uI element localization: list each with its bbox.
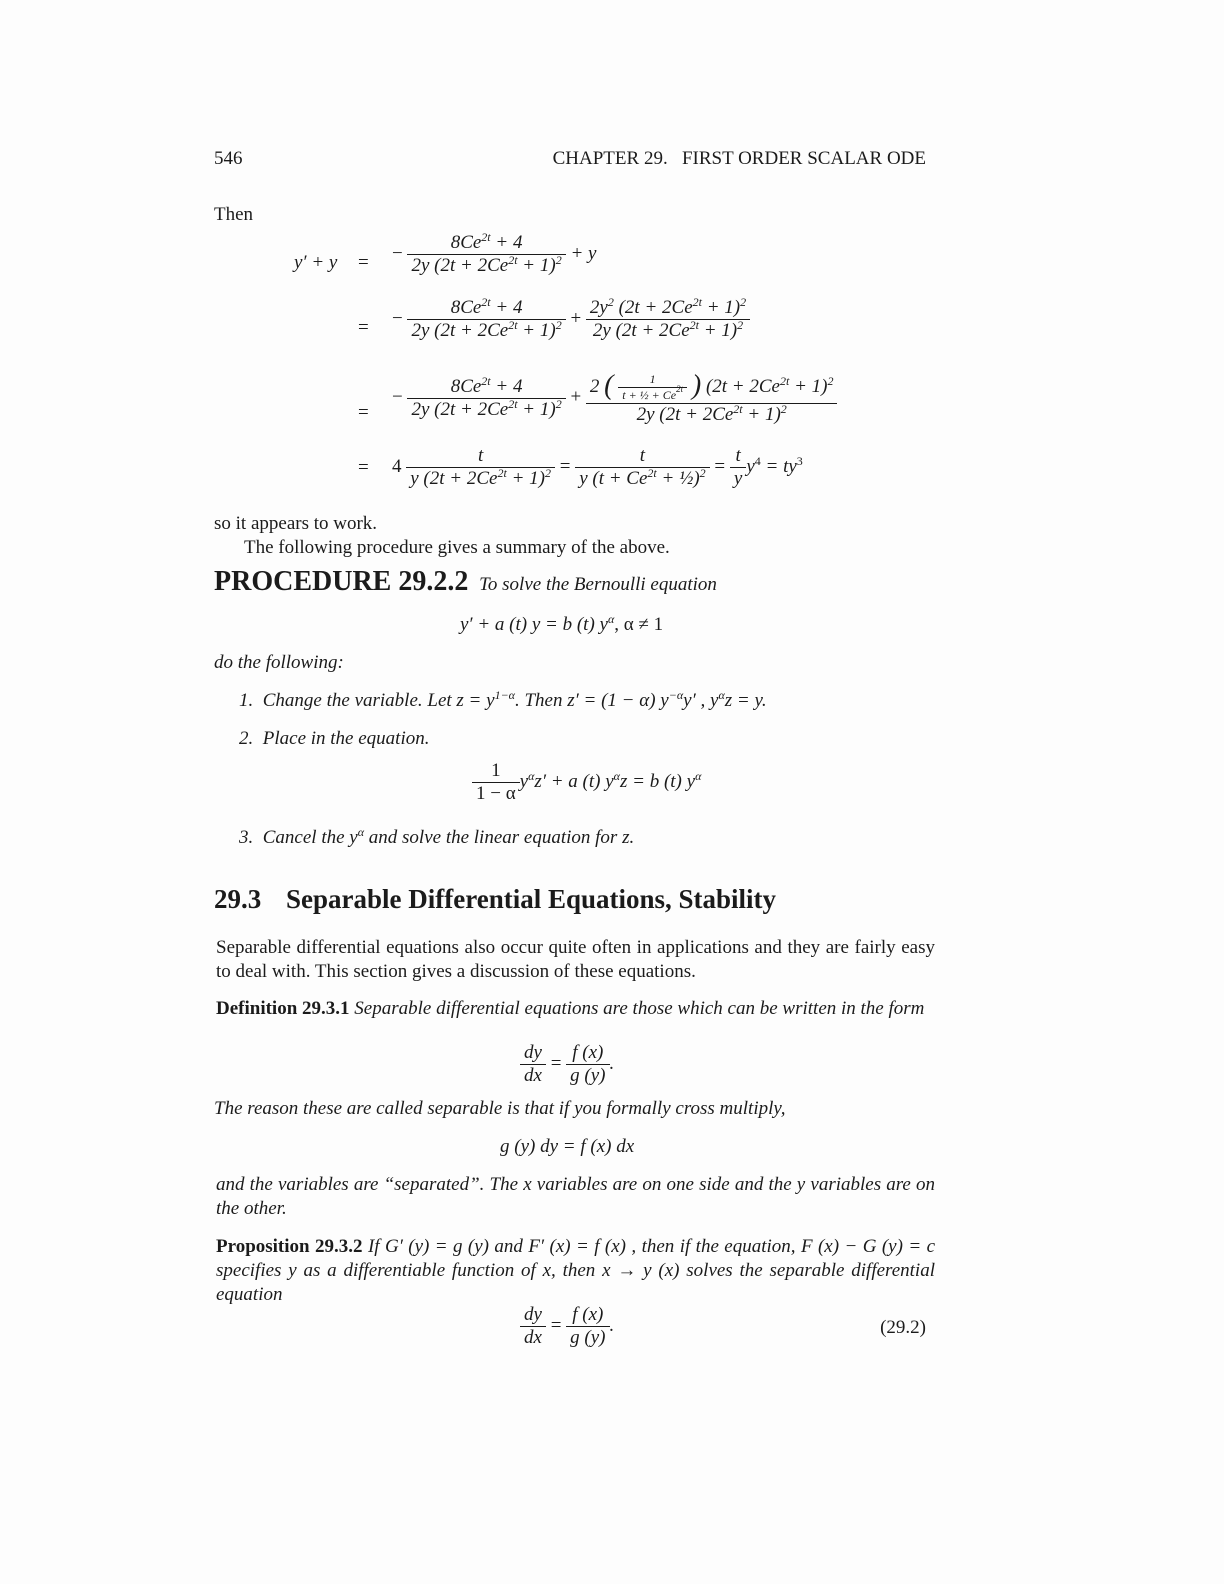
denominator-text: + 1) <box>517 320 556 341</box>
section-intro: Separable differential equations also occur quite often in applications and they are fairly easy to deal with. This section gives a discussion of these equations. <box>216 937 935 982</box>
numerator-text: (2t + 2Ce <box>613 297 693 318</box>
numerator-text: + 4 <box>490 297 523 318</box>
step-text: . Then z′ = (1 − α) y <box>514 690 669 711</box>
fraction <box>730 445 746 490</box>
exponent: 2 <box>607 295 614 309</box>
numerator-text: + 1) <box>701 297 741 318</box>
equation-text: y′ + a (t) y = b (t) y <box>460 614 608 635</box>
separable-form-equation <box>520 1042 614 1087</box>
procedure-heading <box>214 566 717 598</box>
section-number: 29.3 <box>214 884 262 914</box>
separated-text: and the variables are “separated”. The x variables are on one side and the y variables are on the other. <box>216 1174 935 1219</box>
exponent: −α <box>668 688 684 702</box>
bernoulli-equation <box>460 614 663 636</box>
step-number: 1. <box>239 690 254 711</box>
step-text: Cancel the y <box>262 827 358 848</box>
exponent: 2t <box>692 295 702 309</box>
numerator-text: 1 <box>491 760 501 781</box>
equation-text: z = b (t) y <box>619 770 696 792</box>
denominator-text: 2y (2t + 2Ce <box>411 320 509 341</box>
equals-sign: = <box>358 457 369 478</box>
coefficient: 4 <box>392 455 402 477</box>
denominator-text: 1 − α <box>472 782 520 805</box>
proposition-text: If G′ (y) = g (y) and F′ (x) = f (x) , then if the equation, F (x) − G (y) = c specifies y as a differentiable function of x, then x → y (x) solves the separable differential equation <box>216 1236 936 1305</box>
denominator-text: g (y) <box>566 1326 609 1349</box>
step-number: 3. <box>239 827 254 848</box>
cross-multiply-equation: g (y) dy = f (x) dx <box>500 1136 635 1157</box>
numerator-text: t <box>735 445 741 466</box>
step-text: and solve the linear equation for z. <box>364 827 635 848</box>
exponent: α <box>528 768 535 783</box>
separable-equation-292 <box>520 1304 614 1349</box>
exponent: 2 <box>555 396 562 411</box>
paren-open: ( <box>604 370 614 401</box>
minus-sign: − <box>392 386 403 408</box>
reason-text: The reason these are called separable is that if you formally cross multiply, <box>214 1098 786 1119</box>
section-heading <box>214 884 776 915</box>
step-3 <box>239 827 634 849</box>
equals-sign: = <box>358 317 369 338</box>
step-2-equation <box>472 760 701 805</box>
row1-expression <box>392 232 596 277</box>
definition-label: Definition 29.3.1 <box>216 998 350 1019</box>
numerator-text: t <box>477 445 484 466</box>
definition-text: Separable differential equations are those which can be written in the form <box>354 998 925 1019</box>
step-2 <box>239 728 429 750</box>
exponent: 2 <box>740 295 747 309</box>
plus-sign: + <box>570 307 582 329</box>
inner-fraction <box>618 372 687 403</box>
denominator-text: 2y (2t + 2Ce <box>592 320 690 341</box>
exponent: 2t <box>508 396 518 411</box>
numerator-text: (2t + 2Ce <box>705 376 780 397</box>
step-text: z = y. <box>724 690 767 711</box>
fraction <box>520 1304 546 1349</box>
procedure-title: PROCEDURE 29.2.2 <box>214 566 469 597</box>
exponent: 2t <box>647 466 657 480</box>
exponent: 2 <box>827 374 834 388</box>
procedure-subtitle: To solve the Bernoulli equation <box>479 574 717 595</box>
proposition-label: Proposition 29.3.2 <box>216 1236 363 1257</box>
period: . <box>609 1314 615 1336</box>
numerator-text: + 4 <box>490 375 523 397</box>
denominator-text: y (t + Ce <box>579 468 648 489</box>
fraction <box>407 297 565 342</box>
step-text: y′ , y <box>683 690 719 711</box>
numerator-text: t <box>639 445 646 466</box>
paren-close: ) <box>691 370 702 401</box>
denominator-text: 2y (2t + 2Ce <box>411 255 509 276</box>
result-ty3: = ty <box>765 455 797 477</box>
exponent: 2 <box>699 466 706 480</box>
denominator-text: + 1) <box>517 255 556 276</box>
then-text: Then <box>214 204 254 225</box>
exponent: 2t <box>733 402 743 417</box>
step-number: 2. <box>239 728 254 749</box>
running-header: CHAPTER 29. FIRST ORDER SCALAR ODE <box>552 148 926 169</box>
denominator-text: g (y) <box>566 1064 609 1087</box>
do-following: do the following: <box>214 652 344 673</box>
row2-expression <box>392 297 750 342</box>
inner-numerator: 1 <box>649 372 656 387</box>
numerator-text: 8Ce <box>450 297 482 318</box>
exponent: α <box>613 768 620 783</box>
equation-text: z′ + a (t) y <box>534 770 614 792</box>
denominator-text: dx <box>520 1326 546 1349</box>
plus-y: + y <box>570 242 597 264</box>
section-title: Separable Differential Equations, Stability <box>286 884 777 914</box>
works-line: so it appears to work. <box>214 513 378 534</box>
equation-number: (29.2) <box>880 1317 926 1338</box>
exponent: 2t <box>689 318 699 332</box>
equals-sign: = <box>714 455 726 477</box>
definition-block <box>216 997 935 1021</box>
exponent: 2 <box>555 253 562 267</box>
exponent: 2 <box>544 466 551 480</box>
row4-expression <box>392 445 803 490</box>
fraction <box>406 445 555 490</box>
denominator-text: y <box>730 467 746 490</box>
equals-sign: = <box>559 455 571 477</box>
exponent: α <box>718 688 725 702</box>
fraction <box>472 760 520 805</box>
step-text: Change the variable. Let z = y <box>262 690 495 711</box>
exponent: 2t <box>481 295 491 309</box>
exponent: 2t <box>508 318 518 332</box>
numerator-text: + 4 <box>490 232 523 253</box>
fraction <box>575 445 709 490</box>
exponent: 2 <box>780 402 787 417</box>
denominator-text: 2y (2t + 2Ce <box>411 398 509 420</box>
numerator-text: + 1) <box>789 376 828 397</box>
exponent: α <box>695 768 702 783</box>
inner-denominator: t + ½ + Ce <box>622 388 677 403</box>
fraction <box>407 373 565 421</box>
equals-sign: = <box>358 252 369 273</box>
fraction <box>566 1304 609 1349</box>
minus-sign: − <box>392 307 403 329</box>
numerator-text: f (x) <box>572 1042 604 1063</box>
proposition-block <box>216 1235 935 1307</box>
fraction <box>407 232 565 277</box>
exponent: 2 <box>737 318 744 332</box>
equals-sign: = <box>550 1314 562 1336</box>
exponent: 2t <box>481 230 491 244</box>
fraction <box>520 1042 546 1087</box>
exponent: α <box>607 612 615 626</box>
denominator-text: + 1) <box>698 320 738 341</box>
exponent: 2t <box>779 374 790 388</box>
exponent: α <box>357 825 365 839</box>
page-number: 546 <box>214 148 243 169</box>
numerator-text: dy <box>524 1042 542 1063</box>
denominator-text: dx <box>520 1064 546 1087</box>
denominator-text: + 1) <box>742 404 781 426</box>
equals-sign: = <box>358 402 369 423</box>
numerator-text: 2 <box>589 376 600 397</box>
numerator-text: 8Ce <box>450 232 482 253</box>
exponent: 3 <box>796 453 803 468</box>
numerator-text: 8Ce <box>450 375 482 397</box>
minus-sign: − <box>392 242 403 264</box>
numerator-text: f (x) <box>572 1304 604 1325</box>
equals-sign: = <box>550 1052 562 1074</box>
denominator-text: + 1) <box>506 468 545 489</box>
equation-text: , α ≠ 1 <box>614 614 664 635</box>
row3-expression <box>392 370 837 426</box>
lhs-expression: y′ + y <box>294 252 338 273</box>
denominator-text: + ½) <box>656 468 700 489</box>
fraction <box>586 370 838 426</box>
denominator-text: 2y (2t + 2Ce <box>636 404 734 426</box>
numerator-text: dy <box>524 1304 542 1325</box>
fraction <box>566 1042 609 1087</box>
y4: y <box>746 455 755 477</box>
exponent: 4 <box>754 453 761 468</box>
exponent: 2t <box>497 466 507 480</box>
exponent: 2t <box>481 373 491 388</box>
period: . <box>609 1052 615 1074</box>
denominator-text: + 1) <box>517 398 556 420</box>
equation-text: y <box>519 770 529 792</box>
numerator-text: 2y <box>589 297 608 318</box>
step-text: Place in the equation. <box>262 728 430 749</box>
exponent: 2t <box>508 253 518 267</box>
exponent: 1−α <box>494 688 515 702</box>
exponent: 2 <box>555 318 562 332</box>
fraction <box>586 297 750 342</box>
denominator-text: y (2t + 2Ce <box>410 468 498 489</box>
plus-sign: + <box>570 386 582 408</box>
summary-line: The following procedure gives a summary of the above. <box>244 537 670 558</box>
step-1 <box>239 690 767 712</box>
exponent: 2t <box>676 384 684 395</box>
